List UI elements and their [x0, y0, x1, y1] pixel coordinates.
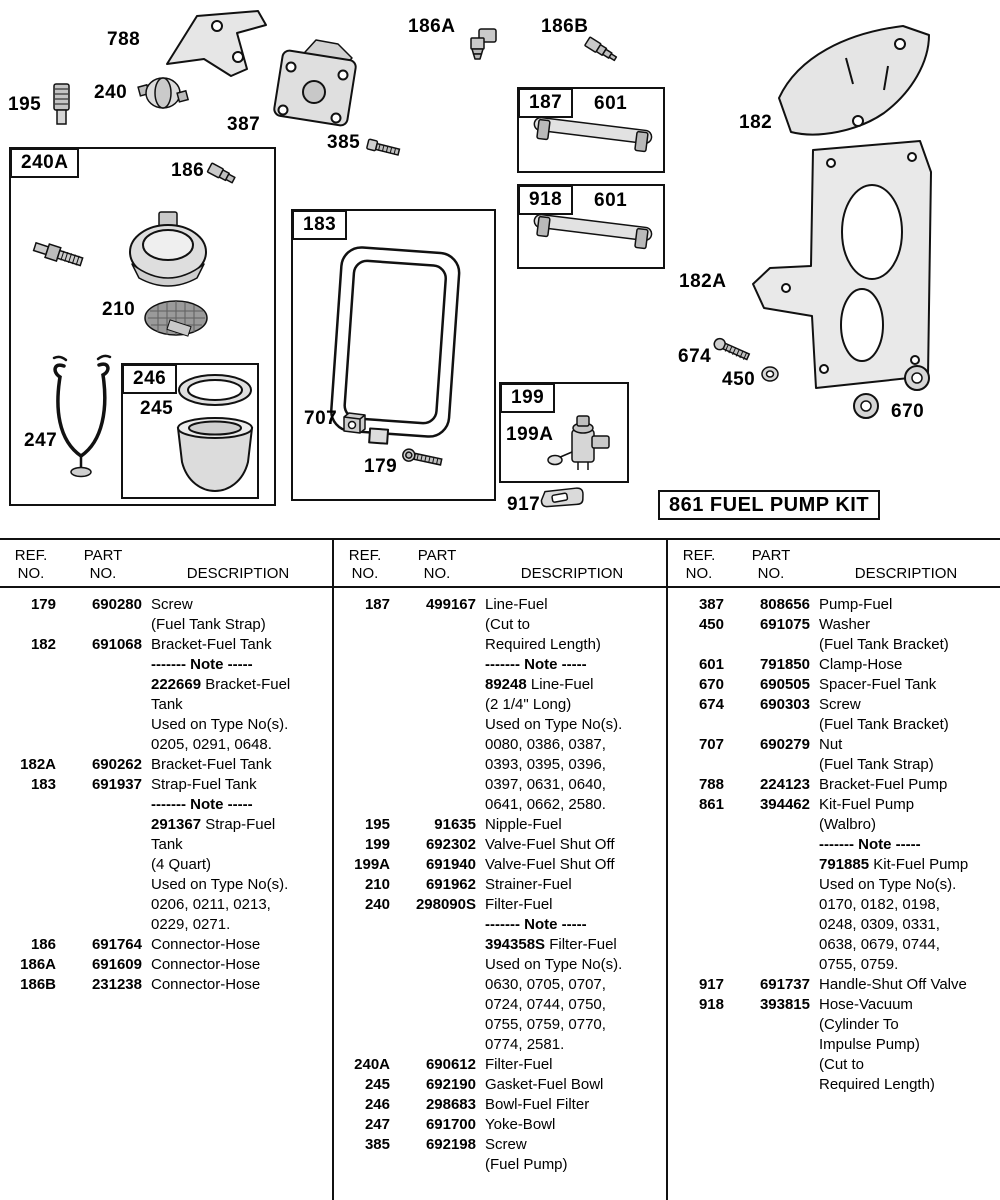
callout-240a: 240A [10, 148, 79, 178]
table-row-387 [668, 595, 1000, 615]
ref-no: 186A [20, 956, 56, 973]
callout-788: 788 [107, 29, 141, 50]
table-row-450 [668, 615, 1000, 655]
callout-670: 670 [891, 401, 925, 422]
description: Hose-Vacuum (Cylinder To Impulse Pump) (Cut to Required Length) [819, 996, 935, 1093]
table-row-674 [668, 695, 1000, 735]
ref-no: 187 [364, 596, 390, 613]
table-body [668, 588, 1000, 1095]
callout-450: 450 [722, 369, 756, 390]
parts-table [0, 538, 1000, 1200]
description: Gasket-Fuel Bowl [485, 1076, 604, 1093]
part-no: 394462 [759, 796, 810, 813]
callout-601-a: 601 [594, 93, 628, 114]
ref-no: 385 [364, 1136, 390, 1153]
parts-table-column-3 [668, 540, 1000, 1200]
parts-table-column-2 [334, 540, 668, 1200]
ref-no: 210 [364, 876, 390, 893]
callout-186a: 186A [408, 16, 456, 37]
part-no: 691937 [91, 776, 142, 793]
part-no: 691075 [759, 616, 810, 633]
callout-707: 707 [304, 408, 338, 429]
description: Bowl-Fuel Filter [485, 1096, 590, 1113]
description: Nipple-Fuel [485, 816, 562, 833]
description: Screw (Fuel Tank Bracket) [819, 696, 949, 733]
callout-861-kit: 861 FUEL PUMP KIT [658, 490, 880, 520]
description: Filter-Fuel ------- Note ----- 394358S Filter-Fuel Used on Type No(s). 0630, 0705, 0707, 0724, 0744, 0750, 0755, 0759, 0770, 0774, 2581. [485, 896, 623, 1053]
description: Bracket-Fuel Tank ------- Note ----- 222669 Bracket-Fuel Tank Used on Type No(s). 0205, 0291, 0648. [151, 636, 291, 753]
description: Screw (Fuel Pump) [485, 1136, 568, 1173]
ref-no: 183 [30, 776, 56, 793]
ref-no: 240 [364, 896, 390, 913]
ref-no: 182A [20, 756, 56, 773]
ref-no: 182 [30, 636, 56, 653]
table-row-186 [0, 935, 332, 955]
part-no: 690279 [759, 736, 810, 753]
part-no: 691609 [91, 956, 142, 973]
table-row-707 [668, 735, 1000, 775]
part-no: 224123 [759, 776, 810, 793]
part-no: 691764 [91, 936, 142, 953]
table-body [0, 588, 332, 995]
callout-layer [0, 0, 1000, 538]
part-no: 791850 [759, 656, 810, 673]
table-row-186b [0, 975, 332, 995]
header-part-no: PART NO. [417, 547, 457, 582]
description: Kit-Fuel Pump (Walbro) ------- Note ----- 791885 Kit-Fuel Pump Used on Type No(s). 0170, 0182, 0198, 0248, 0309, 0331, 0638, 0679, 0744, 0755, 0759. [819, 796, 969, 973]
callout-199: 199 [500, 383, 555, 413]
description: Strap-Fuel Tank ------- Note ----- 291367 Strap-Fuel Tank (4 Quart) Used on Type No(s). 0206, 0211, 0213, 0229, 0271. [151, 776, 289, 933]
part-no: 690612 [425, 1056, 476, 1073]
part-no: 298090S [415, 896, 476, 913]
callout-186b: 186B [541, 16, 589, 37]
callout-918: 918 [518, 185, 573, 215]
ref-no: 788 [698, 776, 724, 793]
table-row-601 [668, 655, 1000, 675]
callout-199a: 199A [506, 424, 554, 445]
table-row-385 [334, 1135, 666, 1175]
part-no: 690505 [759, 676, 810, 693]
part-no: 231238 [91, 976, 142, 993]
table-header [0, 540, 332, 588]
description: Valve-Fuel Shut Off [485, 836, 615, 853]
ref-no: 247 [364, 1116, 390, 1133]
part-no: 91635 [434, 816, 476, 833]
table-row-186a [0, 955, 332, 975]
table-row-246 [334, 1095, 666, 1115]
table-row-183 [0, 775, 332, 935]
ref-no: 450 [698, 616, 724, 633]
table-row-179 [0, 595, 332, 635]
table-row-199 [334, 835, 666, 855]
callout-387: 387 [227, 114, 261, 135]
callout-186: 186 [171, 160, 205, 181]
part-no: 298683 [425, 1096, 476, 1113]
header-ref-no: REF. NO. [682, 547, 716, 582]
description: Filter-Fuel [485, 1056, 553, 1073]
callout-182: 182 [739, 112, 773, 133]
table-row-861 [668, 795, 1000, 975]
part-no: 691068 [91, 636, 142, 653]
description: Washer (Fuel Tank Bracket) [819, 616, 949, 653]
callout-182a: 182A [679, 271, 727, 292]
header-ref-no: REF. NO. [348, 547, 382, 582]
description: Strainer-Fuel [485, 876, 572, 893]
description: Connector-Hose [151, 936, 261, 953]
ref-no: 387 [698, 596, 724, 613]
part-no: 692198 [425, 1136, 476, 1153]
ref-no: 240A [354, 1056, 390, 1073]
header-ref-no: REF. NO. [14, 547, 48, 582]
part-no: 691737 [759, 976, 810, 993]
description: Yoke-Bowl [485, 1116, 556, 1133]
part-no: 691962 [425, 876, 476, 893]
description: Spacer-Fuel Tank [819, 676, 937, 693]
callout-601-b: 601 [594, 190, 628, 211]
part-no: 691940 [425, 856, 476, 873]
description: Connector-Hose [151, 976, 261, 993]
ref-no: 186 [30, 936, 56, 953]
callout-179: 179 [364, 456, 398, 477]
table-row-195 [334, 815, 666, 835]
header-part-no: PART NO. [83, 547, 123, 582]
table-row-245 [334, 1075, 666, 1095]
part-no: 692190 [425, 1076, 476, 1093]
callout-247: 247 [24, 430, 58, 451]
table-row-199a [334, 855, 666, 875]
table-row-918 [668, 995, 1000, 1095]
ref-no: 670 [698, 676, 724, 693]
callout-240: 240 [94, 82, 128, 103]
ref-no: 246 [364, 1096, 390, 1113]
description: Bracket-Fuel Tank [151, 756, 272, 773]
description: Handle-Shut Off Valve [819, 976, 967, 993]
table-row-187 [334, 595, 666, 815]
part-no: 690280 [91, 596, 142, 613]
callout-245: 245 [140, 398, 174, 419]
table-row-788 [668, 775, 1000, 795]
ref-no: 674 [698, 696, 724, 713]
description: Bracket-Fuel Pump [819, 776, 948, 793]
description: Nut (Fuel Tank Strap) [819, 736, 934, 773]
part-no: 499167 [425, 596, 476, 613]
callout-195: 195 [8, 94, 42, 115]
ref-no: 199 [364, 836, 390, 853]
description: Screw (Fuel Tank Strap) [151, 596, 266, 633]
description: Pump-Fuel [819, 596, 893, 613]
ref-no: 195 [364, 816, 390, 833]
description: Connector-Hose [151, 956, 261, 973]
description: Valve-Fuel Shut Off [485, 856, 615, 873]
callout-183: 183 [292, 210, 347, 240]
table-row-182a [0, 755, 332, 775]
ref-no: 707 [698, 736, 724, 753]
table-row-247 [334, 1115, 666, 1135]
description: Clamp-Hose [819, 656, 903, 673]
ref-no: 861 [698, 796, 724, 813]
part-no: 690303 [759, 696, 810, 713]
table-row-670 [668, 675, 1000, 695]
table-row-917 [668, 975, 1000, 995]
ref-no: 179 [30, 596, 56, 613]
callout-210: 210 [102, 299, 136, 320]
callout-674: 674 [678, 346, 712, 367]
header-part-no: PART NO. [751, 547, 791, 582]
ref-no: 601 [698, 656, 724, 673]
ref-no: 918 [698, 996, 724, 1013]
header-description: DESCRIPTION [854, 565, 958, 582]
part-no: 393815 [759, 996, 810, 1013]
callout-385: 385 [327, 132, 361, 153]
ref-no: 186B [20, 976, 56, 993]
callout-917: 917 [507, 494, 541, 515]
table-row-240a [334, 1055, 666, 1075]
table-header [668, 540, 1000, 588]
header-description: DESCRIPTION [520, 565, 624, 582]
callout-246: 246 [122, 364, 177, 394]
table-body [334, 588, 666, 1175]
part-no: 692302 [425, 836, 476, 853]
table-row-210 [334, 875, 666, 895]
part-no: 690262 [91, 756, 142, 773]
exploded-parts-diagram [0, 0, 1000, 538]
part-no: 691700 [425, 1116, 476, 1133]
part-no: 808656 [759, 596, 810, 613]
table-row-240 [334, 895, 666, 1055]
description: Line-Fuel (Cut to Required Length) ------- Note ----- 89248 Line-Fuel (2 1/4" Long) Used on Type No(s). 0080, 0386, 0387, 0393, 0395, 0396, 0397, 0631, 0640, 0641, 0662, 2580. [485, 596, 623, 813]
ref-no: 917 [698, 976, 724, 993]
parts-table-column-1 [0, 540, 334, 1200]
table-row-182 [0, 635, 332, 755]
ref-no: 199A [354, 856, 390, 873]
ref-no: 245 [364, 1076, 390, 1093]
header-description: DESCRIPTION [186, 565, 290, 582]
callout-187: 187 [518, 88, 573, 118]
table-header [334, 540, 666, 588]
